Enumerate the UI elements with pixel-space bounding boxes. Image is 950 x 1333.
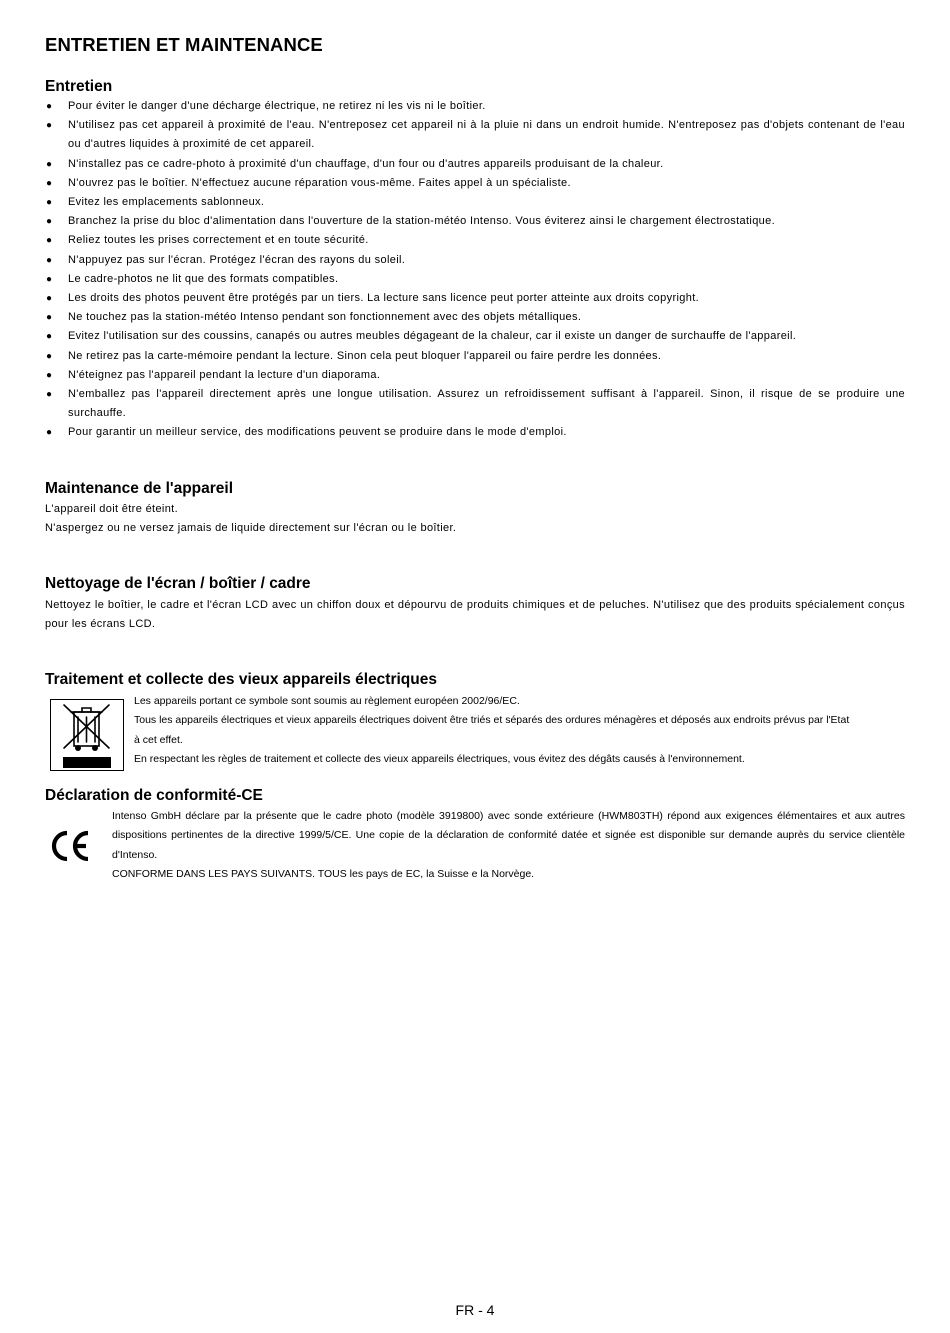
traitement-line: Tous les appareils électriques et vieux appareils électriques doivent être triés et séparés des ordures ménagères et déposés aux endroits prévus par l'Etat à cet effet. <box>134 714 850 746</box>
traitement-text <box>134 692 905 769</box>
entretien-list <box>45 97 905 443</box>
list-item: ● N'utilisez pas cet appareil à proximité de l'eau. N'entreposez cet appareil ni à la pluie ni dans un endroit humide. N'entreposez pas d'objets contenant de l'eau ou d'autres liquides à proximité de cet appareil. <box>45 116 905 154</box>
bullet-icon: ● <box>46 350 53 362</box>
list-item: ● N'installez pas ce cadre-photo à proximité d'un chauffage, d'un four ou d'autres appareils produisant de la chaleur. <box>45 155 905 174</box>
nettoyage-text: Nettoyez le boîtier, le cadre et l'écran LCD avec un chiffon doux et dépourvu de produits chimiques et de peluches. N'utilisez que des produits spécialement conçus pour les écrans LCD. <box>45 599 905 631</box>
bullet-icon: ● <box>46 158 53 170</box>
list-item: ● N'emballez pas l'appareil directement après une longue utilisation. Assurez un refroidissement suffisant à l'appareil. Sinon, il risque de se produire une surchauffe. <box>45 385 905 423</box>
bullet-icon: ● <box>46 273 53 285</box>
weee-crossed-bin-icon <box>50 699 124 771</box>
list-item: ● Branchez la prise du bloc d'alimentation dans l'ouverture de la station-météo Intenso. Vous éviterez ainsi le chargement électrostatique. <box>45 212 905 231</box>
bullet-icon: ● <box>46 331 53 343</box>
maintenance-line: N'aspergez ou ne versez jamais de liquide directement sur l'écran ou le boîtier. <box>45 522 457 535</box>
section-heading-maintenance: Maintenance de l'appareil <box>45 480 234 497</box>
bullet-icon: ● <box>46 369 53 381</box>
declaration-line: CONFORME DANS LES PAYS SUIVANTS. TOUS les pays de EC, la Suisse e la Norvège. <box>112 867 535 880</box>
list-item: ● Evitez l'utilisation sur des coussins, canapés ou autres meubles dégageant de la chaleur, car il existe un danger de surchauffe de l'appareil. <box>45 327 905 346</box>
bullet-icon: ● <box>46 293 53 305</box>
declaration-line: Intenso GmbH déclare par la présente que le cadre photo (modèle 3919800) avec sonde extérieure (HWM803TH) répond aux exigences élémentaires et aux autres dispositions pertinentes de la directive 1999/5/CE. Une copie de la déclaration de conformité datée et signée est disponible sur demande auprès du service clientèle d'Intenso. <box>112 810 905 861</box>
page-title: ENTRETIEN ET MAINTENANCE <box>45 34 323 55</box>
bullet-icon: ● <box>46 235 53 247</box>
list-item: ● Ne touchez pas la station-météo Intenso pendant son fonctionnement avec des objets métalliques. <box>45 308 905 327</box>
list-item: ● Le cadre-photos ne lit que des formats compatibles. <box>45 270 905 289</box>
section-heading-entretien: Entretien <box>45 78 113 95</box>
list-item: ● N'éteignez pas l'appareil pendant la lecture d'un diaporama. <box>45 366 905 385</box>
list-item: ● N'appuyez pas sur l'écran. Protégez l'écran des rayons du soleil. <box>45 251 905 270</box>
declaration-text <box>112 807 905 884</box>
list-item: ● Reliez toutes les prises correctement et en toute sécurité. <box>45 231 905 250</box>
list-item: ● Evitez les emplacements sablonneux. <box>45 193 905 212</box>
bullet-icon: ● <box>46 389 53 401</box>
bullet-icon: ● <box>46 177 53 189</box>
list-item: ● N'ouvrez pas le boîtier. N'effectuez aucune réparation vous-même. Faites appel à un spécialiste. <box>45 174 905 193</box>
bullet-icon: ● <box>46 427 53 439</box>
list-item: ● Pour garantir un meilleur service, des modifications peuvent se produire dans le mode d'emploi. <box>45 423 905 442</box>
bullet-icon: ● <box>46 254 53 266</box>
list-item: ● Ne retirez pas la carte-mémoire pendant la lecture. Sinon cela peut bloquer l'appareil ou faire perdre les données. <box>45 347 905 366</box>
list-item: ● Les droits des photos peuvent être protégés par un tiers. La lecture sans licence peut porter atteinte aux droits copyright. <box>45 289 905 308</box>
traitement-line: En respectant les règles de traitement et collecte des vieux appareils électriques, vous évitez des dégâts causés à l'environnement. <box>134 752 745 765</box>
page-number: FR - 4 <box>455 1302 495 1318</box>
bullet-icon: ● <box>46 120 53 132</box>
ce-mark-icon <box>48 828 92 864</box>
bullet-icon: ● <box>46 312 53 324</box>
bullet-icon: ● <box>46 216 53 228</box>
list-item: ● Pour éviter le danger d'une décharge électrique, ne retirez ni les vis ni le boîtier. <box>45 97 905 116</box>
section-heading-traitement: Traitement et collecte des vieux appareils électriques <box>45 671 437 688</box>
bullet-icon: ● <box>46 101 53 112</box>
maintenance-line: L'appareil doit être éteint. <box>45 503 178 515</box>
traitement-line: Les appareils portant ce symbole sont soumis au règlement européen 2002/96/EC. <box>134 695 520 707</box>
maintenance-text <box>45 500 905 538</box>
bullet-icon: ● <box>46 197 53 209</box>
section-heading-declaration: Déclaration de conformité-CE <box>45 787 263 804</box>
section-heading-nettoyage: Nettoyage de l'écran / boîtier / cadre <box>45 575 311 592</box>
